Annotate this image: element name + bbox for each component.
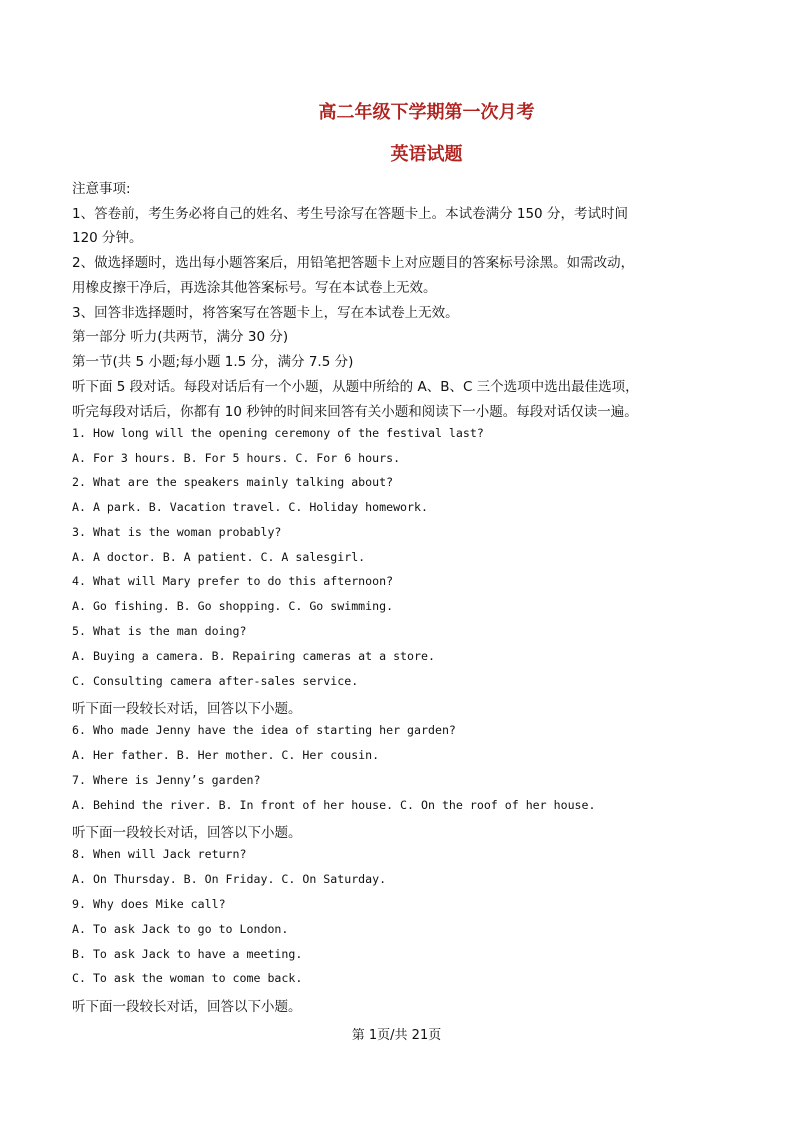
question-2: 2. What are the speakers mainly talking about? [72, 475, 394, 489]
section1-heading: 第一节(共 5 小题;每小题 1.5 分，满分 7.5 分) [72, 354, 354, 370]
question-8-options: A. On Thursday. B. On Friday. C. On Saturday. [72, 872, 387, 886]
question-9: 9. Why does Mike call? [72, 897, 226, 911]
section1-instructions: 听下面 5 段对话。每段对话后有一个小题，从题中所给的 A、B、C 三个选项中选出最佳选项， [72, 379, 639, 395]
note-item-1: 1、答卷前，考生务必将自己的姓名、考生号涂写在答题卡上。本试卷满分 150 分，考试时间 [72, 206, 628, 222]
question-7: 7. Where is Jenny’s garden? [72, 773, 261, 787]
part1-heading: 第一部分 听力(共两节，满分 30 分) [72, 329, 289, 345]
question-5-options: A. Buying a camera. B. Repairing cameras at a store. [72, 649, 435, 663]
note-item-3: 3、回答非选择题时，将答案写在答题卡上，写在本试卷上无效。 [72, 305, 459, 321]
long-dialogue-instruction-1: 听下面一段较长对话，回答以下小题。 [72, 701, 302, 717]
question-4: 4. What will Mary prefer to do this afternoon? [72, 574, 394, 588]
section1-instructions-cont: 听完每段对话后，你都有 10 秒钟的时间来回答有关小题和阅读下一小题。每段对话仅读一遍。 [72, 404, 638, 420]
long-dialogue-instruction-2: 听下面一段较长对话，回答以下小题。 [72, 825, 302, 841]
long-dialogue-instruction-3: 听下面一段较长对话，回答以下小题。 [72, 999, 302, 1015]
question-4-options: A. Go fishing. B. Go shopping. C. Go swimming. [72, 599, 394, 613]
question-9-option-c: C. To ask the woman to come back. [72, 971, 303, 985]
page-number: 第 1页/共 21页 [351, 1028, 442, 1043]
question-1: 1. How long will the opening ceremony of the festival last? [72, 426, 484, 440]
question-2-options: A. A park. B. Vacation travel. C. Holiday homework. [72, 500, 428, 514]
question-3-options: A. A doctor. B. A patient. C. A salesgirl. [72, 550, 366, 564]
question-1-options: A. For 3 hours. B. For 5 hours. C. For 6 hours. [72, 451, 401, 465]
question-5-option-c: C. Consulting camera after-sales service. [72, 674, 359, 688]
question-5: 5. What is the man doing? [72, 624, 247, 638]
question-6-options: A. Her father. B. Her mother. C. Her cousin. [72, 748, 380, 762]
question-3: 3. What is the woman probably? [72, 525, 282, 539]
exam-subtitle: 英语试题 [390, 144, 463, 165]
notes-heading: 注意事项: [72, 181, 131, 197]
exam-title: 高二年级下学期第一次月考 [318, 102, 535, 123]
note-item-2: 2、做选择题时，选出每小题答案后，用铅笔把答题卡上对应题目的答案标号涂黑。如需改动， [72, 255, 635, 271]
question-7-options: A. Behind the river. B. In front of her house. C. On the roof of her house. [72, 798, 596, 812]
note-item-1-cont: 120 分钟。 [72, 230, 143, 246]
question-6: 6. Who made Jenny have the idea of starting her garden? [72, 723, 456, 737]
note-item-2-cont: 用橡皮擦干净后，再选涂其他答案标号。写在本试卷上无效。 [72, 280, 437, 296]
question-8: 8. When will Jack return? [72, 847, 247, 861]
question-9-option-a: A. To ask Jack to go to London. [72, 922, 289, 936]
question-9-option-b: B. To ask Jack to have a meeting. [72, 947, 303, 961]
